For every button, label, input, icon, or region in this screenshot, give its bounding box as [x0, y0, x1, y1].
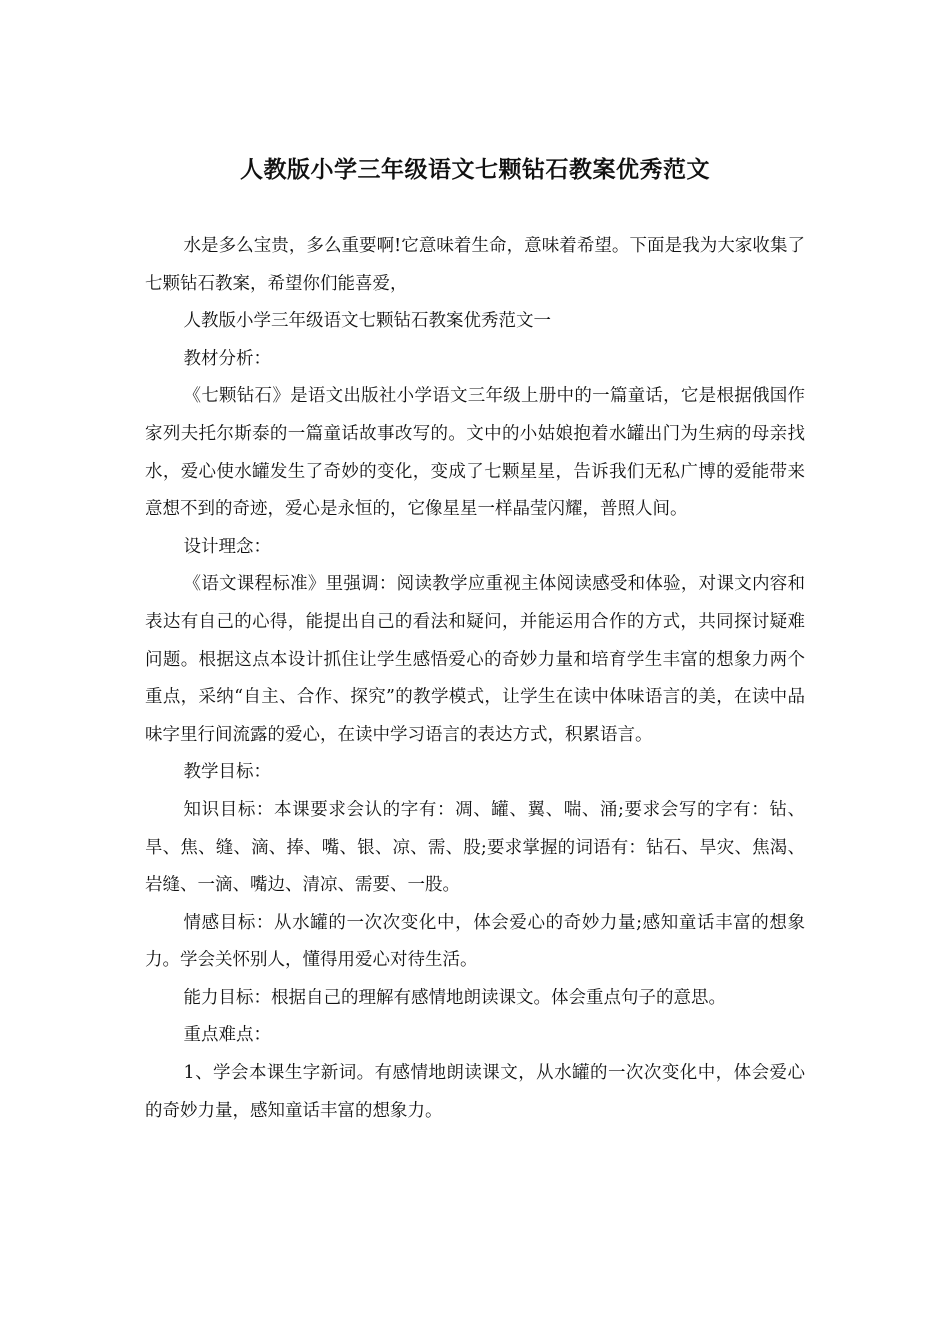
section-heading-material-analysis: 教材分析： [183, 348, 271, 369]
section-heading-key-difficulties: 重点难点： [183, 1025, 271, 1046]
design-concept-paragraph: 《语文课程标准》里强调：阅读教学应重视主体阅读感受和体验，对课文内容和表达有自己的心得，能提出自己的看法和疑问，并能运用合作的方式，共同探讨疑难问题。根据这点本设计抓住让学生感悟爱心的奇妙力量和培育学生丰富的想象力两个重点，采纳“自主、合作、探究”的教学模式，让学生在读中体味语言的美，在读中品味字里行间流露的爱心，在读中学习语言的表达方式，积累语言。 [145, 574, 805, 745]
key-difficulty-item-1: 1、学会本课生字新词。有感情地朗读课文，从水罐的一次次变化中，体会爱心的奇妙力量，感知童话丰富的想象力。 [145, 1063, 805, 1121]
emotional-goal-paragraph: 情感目标：从水罐的一次次变化中，体会爱心的奇妙力量;感知童话丰富的想象力。学会关怀别人，懂得用爱心对待生活。 [145, 912, 805, 971]
material-analysis-paragraph: 《七颗钻石》是语文出版社小学语文三年级上册中的一篇童话，它是根据俄国作家列夫托尔斯泰的一篇童话故事改写的。文中的小姑娘抱着水罐出门为生病的母亲找水，爱心使水罐发生了奇妙的变化，变成了七颗星星，告诉我们无私广博的爱能带来意想不到的奇迹，爱心是永恒的，它像星星一样晶莹闪耀，普照人间。 [145, 386, 805, 520]
section-heading-lesson-one: 人教版小学三年级语文七颗钻石教案优秀范文一 [183, 311, 551, 332]
document-body [145, 228, 805, 1130]
section-heading-design-concept: 设计理念： [183, 536, 271, 557]
intro-paragraph: 水是多么宝贵，多么重要啊!它意味着生命，意味着希望。下面是我为大家收集了七颗钻石教案，希望你们能喜爱， [145, 236, 805, 294]
ability-goal-paragraph: 能力目标：根据自己的理解有感情地朗读课文。体会重点句子的意思。 [183, 987, 726, 1008]
section-heading-teaching-goals: 教学目标： [183, 762, 271, 783]
knowledge-goal-paragraph: 知识目标：本课要求会认的字有：凋、罐、翼、喘、涌;要求会写的字有：钻、旱、焦、缝、滴、捧、嘴、银、凉、需、股;要求掌握的词语有：钻石、旱灾、焦渴、岩缝、一滴、嘴边、清凉、需要、一股。 [145, 799, 805, 896]
document-title: 人教版小学三年级语文七颗钻石教案优秀范文 [240, 157, 710, 183]
